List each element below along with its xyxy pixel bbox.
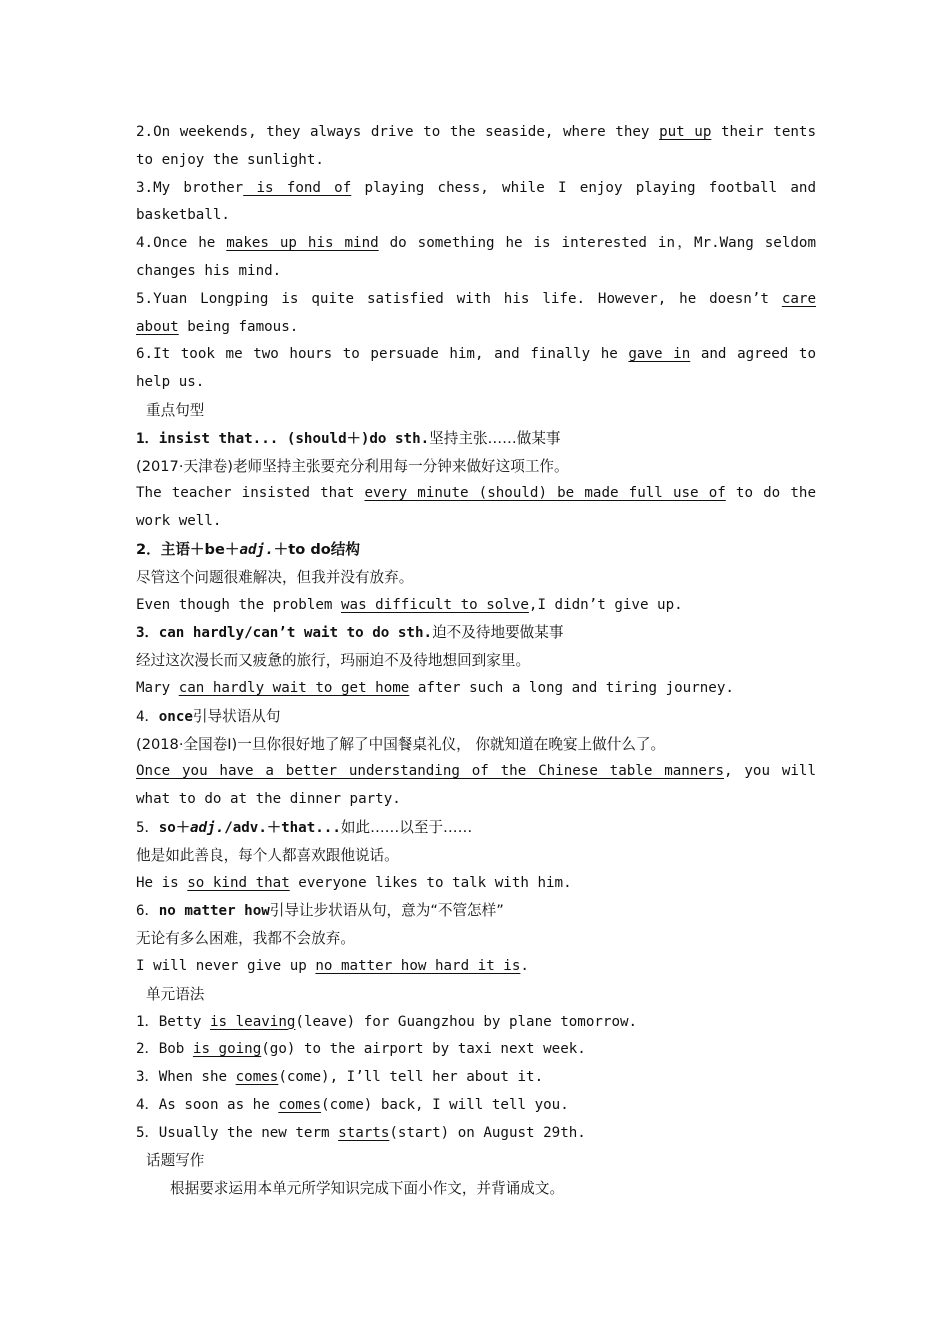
sentence-text: (start) on August 29th.: [389, 1124, 586, 1141]
answer-text: care: [781, 290, 816, 307]
sentence-text: 2．Bob: [136, 1041, 193, 1058]
sentence-text: 4.Once he: [136, 235, 227, 252]
sentence-text: Even though the problem: [136, 596, 341, 613]
pattern-1-chinese: (2017·天津卷)老师坚持主张要充分利用每一分钟来做好这项工作。: [136, 457, 569, 475]
pattern-meaning: 引导让步状语从句，意为“不管怎样”: [269, 902, 504, 920]
pattern-2-english: [136, 592, 816, 620]
answer-text: is fond of: [243, 179, 352, 196]
answer-text: no matter how hard it is: [315, 957, 521, 974]
sentence-text: 4．As soon as he: [136, 1096, 279, 1113]
sentence-text: (leave) for Guangzhou by plane tomorrow.: [295, 1013, 638, 1030]
answer-text: every minute (should) be made full use of: [364, 485, 726, 502]
pattern-2-chinese: 尽管这个问题很难解决，但我并没有放弃。: [136, 568, 414, 586]
writing-instruction: 根据要求运用本单元所学知识完成下面小作文，并背诵成文。: [170, 1180, 565, 1198]
pattern-2-title: [136, 536, 816, 564]
answer-text: is going: [192, 1041, 262, 1058]
sentence-text: and agreed to: [690, 346, 816, 363]
vocab-item-4: [136, 230, 816, 258]
section-heading-writing: 话题写作: [146, 1152, 205, 1170]
pattern-4-english-cont: what to do at the dinner party.: [136, 791, 401, 808]
sentence-text: everyone likes to talk with him.: [289, 874, 572, 891]
pattern-number: 5．: [136, 819, 159, 836]
vocab-item-3: [136, 175, 816, 203]
answer-text: Once you have a better understanding of the Chinese table manners: [136, 763, 725, 780]
pattern-meaning: 坚持主张……做某事: [429, 429, 561, 447]
answer-text: about: [136, 318, 179, 335]
answer-text: gave in: [628, 346, 691, 363]
sentence-text: 1．Betty: [136, 1013, 210, 1030]
pattern-number: 6．: [136, 903, 159, 920]
sentence-text: 3.My brother: [136, 179, 244, 196]
pattern-number: 4．: [136, 708, 159, 725]
pattern-title: so＋: [158, 819, 191, 836]
pattern-title: 2．主语＋be＋: [136, 540, 240, 558]
sentence-text: do something he is interested in，Mr.Wang seldom: [378, 235, 816, 252]
answer-text: is leaving: [209, 1013, 296, 1030]
sentence-text: 3．When she: [136, 1069, 236, 1086]
pattern-5-title: [136, 814, 816, 842]
pattern-4-chinese: (2018·全国卷Ⅰ)一旦你很好地了解了中国餐桌礼仪， 你就知道在晚宴上做什么了。: [136, 735, 666, 753]
grammar-item-2: [136, 1036, 816, 1064]
answer-text: comes: [235, 1069, 279, 1086]
pattern-title: 3．can hardly/can’t wait to do sth.: [136, 625, 433, 642]
answer-text: put up: [659, 124, 712, 140]
sentence-text: ,I didn’t give up.: [528, 596, 683, 613]
document-page: [136, 119, 816, 1203]
vocab-item-5: [136, 286, 816, 314]
vocab-item-4-cont: changes his mind.: [136, 262, 282, 279]
pattern-title: no matter how: [158, 903, 270, 920]
sentence-text: I will never give up: [136, 957, 316, 974]
sentence-text: Mary: [136, 679, 179, 696]
sentence-text: to do the: [725, 485, 816, 502]
answer-text: comes: [278, 1096, 322, 1113]
sentence-text: their tents: [711, 124, 816, 140]
pattern-4-title: [136, 703, 816, 731]
sentence-text: .: [520, 957, 529, 974]
sentence-text: , you will: [724, 763, 816, 780]
section-heading-grammar: 单元语法: [146, 985, 205, 1003]
vocab-item-2-cont: to enjoy the sunlight.: [136, 151, 324, 168]
pattern-title-adj: adj.: [190, 819, 225, 836]
pattern-title: once: [158, 708, 193, 725]
pattern-3-english: [136, 675, 816, 703]
grammar-item-3: [136, 1064, 816, 1092]
pattern-5-chinese: 他是如此善良，每个人都喜欢跟他说话。: [136, 846, 399, 864]
sentence-text: 5.Yuan Longping is quite satisfied with his life. However, he doesn’t: [136, 290, 782, 307]
pattern-title: /adv.＋that...: [224, 819, 341, 836]
pattern-title-adj: adj.: [239, 541, 274, 558]
pattern-6-english: [136, 953, 816, 981]
pattern-6-title: [136, 897, 816, 925]
sentence-text: 2.On weekends, they always drive to the seaside, where they: [136, 124, 660, 140]
sentence-text: The teacher insisted that: [136, 485, 365, 502]
sentence-text: (go) to the airport by taxi next week.: [261, 1041, 586, 1058]
answer-text: so kind that: [187, 874, 290, 891]
vocab-item-6-cont: help us.: [136, 374, 205, 391]
section-heading-sentences: 重点句型: [146, 401, 205, 419]
sentence-text: He is: [136, 874, 188, 891]
pattern-1-english-cont: work well.: [136, 513, 222, 530]
vocab-item-3-cont: basketball.: [136, 207, 230, 224]
pattern-6-chinese: 无论有多么困难，我都不会放弃。: [136, 930, 355, 948]
vocab-item-6: [136, 341, 816, 369]
pattern-title: ＋to do结构: [273, 540, 360, 558]
answer-text: was difficult to solve: [341, 596, 529, 613]
sentence-text: (come), I’ll tell her about it.: [278, 1069, 544, 1086]
answer-text: starts: [338, 1124, 390, 1141]
answer-text: can hardly wait to get home: [178, 679, 410, 696]
pattern-3-chinese: 经过这次漫长而又疲惫的旅行，玛丽迫不及待地想回到家里。: [136, 652, 531, 670]
pattern-meaning: 迫不及待地要做某事: [432, 624, 564, 642]
grammar-item-1: [136, 1009, 816, 1037]
sentence-text: after such a long and tiring journey.: [409, 679, 734, 696]
answer-text: makes up his mind: [226, 235, 379, 252]
vocab-item-5-cont: [136, 314, 816, 342]
sentence-text: being famous.: [178, 318, 299, 335]
vocab-item-2: [136, 119, 816, 147]
pattern-1-title: [136, 425, 816, 453]
pattern-title: 1．insist that... (should＋)do sth.: [136, 430, 430, 447]
grammar-item-5: [136, 1120, 816, 1148]
pattern-meaning: 如此……以至于……: [340, 818, 473, 836]
pattern-5-english: [136, 870, 816, 898]
pattern-1-english: [136, 480, 816, 508]
grammar-item-4: [136, 1092, 816, 1120]
sentence-text: playing chess, while I enjoy playing football and: [351, 179, 816, 196]
sentence-text: 5．Usually the new term: [136, 1124, 339, 1141]
pattern-meaning: 引导状语从句: [192, 707, 281, 725]
sentence-text: 6.It took me two hours to persuade him, and finally he: [136, 346, 629, 363]
sentence-text: (come) back, I will tell you.: [321, 1096, 569, 1113]
pattern-3-title: [136, 619, 816, 647]
pattern-4-english: [136, 758, 816, 786]
